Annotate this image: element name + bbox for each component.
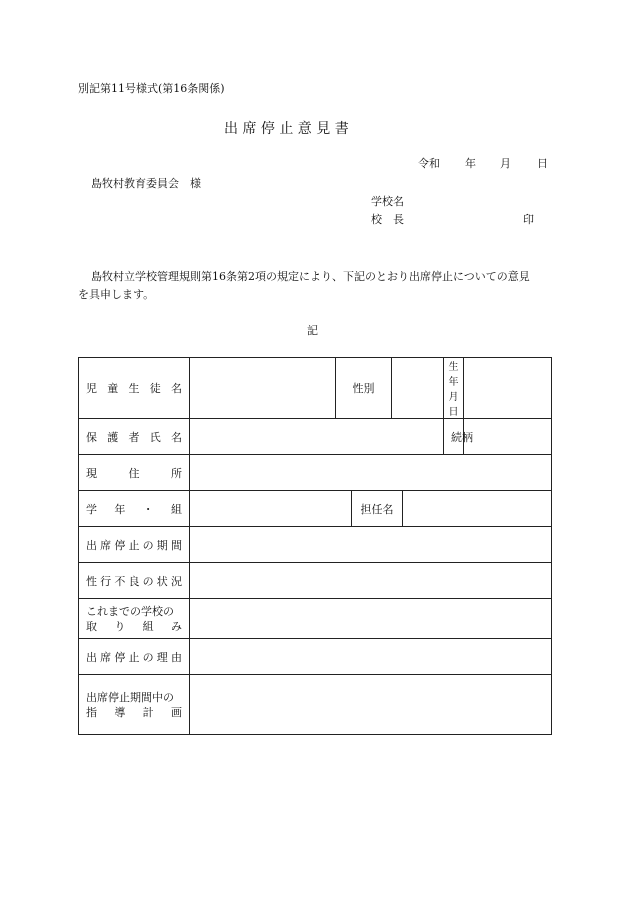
principal-label: 校 長 (371, 213, 404, 226)
gender-label: 性別 (336, 358, 392, 419)
homeroom-teacher-label: 担任名 (352, 491, 403, 527)
guardian-name-label: 保 護 者 氏 名 (79, 419, 190, 455)
opinion-form-table (78, 357, 552, 735)
table-row (79, 491, 552, 527)
guidance-plan-label: 出席停止期間中の 指 導 計 画 (79, 675, 190, 735)
table-row (79, 675, 552, 735)
table-row (79, 527, 552, 563)
grade-class-label: 学 年 ・ 組 (79, 491, 190, 527)
table-row (79, 419, 552, 455)
guidance-plan-field[interactable] (190, 675, 552, 735)
relationship-label: 続 柄 (444, 419, 464, 455)
student-name-label: 児 童 生 徒 名 (79, 358, 190, 419)
table-row (79, 639, 552, 675)
birthdate-field[interactable] (464, 358, 552, 419)
body-text-line-2: を具申します。 (78, 288, 155, 301)
student-name-field[interactable] (190, 358, 336, 419)
homeroom-teacher-field[interactable] (403, 491, 552, 527)
body-text-line-1: 島牧村立学校管理規則第16条第2項の規定により、下記のとおり出席停止についての意見 (91, 270, 530, 283)
seal-mark: 印 (523, 213, 534, 226)
guardian-name-field[interactable] (190, 419, 444, 455)
date-era: 令和 (418, 157, 440, 170)
relationship-field[interactable] (464, 419, 552, 455)
school-efforts-field[interactable] (190, 599, 552, 639)
table-row (79, 563, 552, 599)
address-field[interactable] (190, 455, 552, 491)
school-efforts-label: これまでの学校の 取 り 組 み (79, 599, 190, 639)
suspension-reason-field[interactable] (190, 639, 552, 675)
suspension-period-field[interactable] (190, 527, 552, 563)
document-title: 出 席 停 止 意 見 書 (224, 121, 349, 137)
birthdate-label: 生年月日 (444, 358, 464, 419)
grade-class-field[interactable] (190, 491, 352, 527)
table-row (79, 455, 552, 491)
date-month: 月 (500, 157, 511, 170)
address-label: 現 住 所 (79, 455, 190, 491)
form-number: 別記第11号様式(第16条関係) (78, 82, 225, 95)
date-year: 年 (465, 157, 476, 170)
school-name-label: 学校名 (371, 195, 404, 208)
date-day: 日 (537, 157, 548, 170)
behavior-status-label: 性 行 不 良 の 状 況 (79, 563, 190, 599)
gender-field[interactable] (392, 358, 444, 419)
ki-notation: 記 (307, 324, 318, 337)
suspension-period-label: 出 席 停 止 の 期 間 (79, 527, 190, 563)
behavior-status-field[interactable] (190, 563, 552, 599)
table-row (79, 358, 552, 419)
addressee: 島牧村教育委員会 様 (91, 177, 201, 190)
suspension-reason-label: 出 席 停 止 の 理 由 (79, 639, 190, 675)
table-row (79, 599, 552, 639)
